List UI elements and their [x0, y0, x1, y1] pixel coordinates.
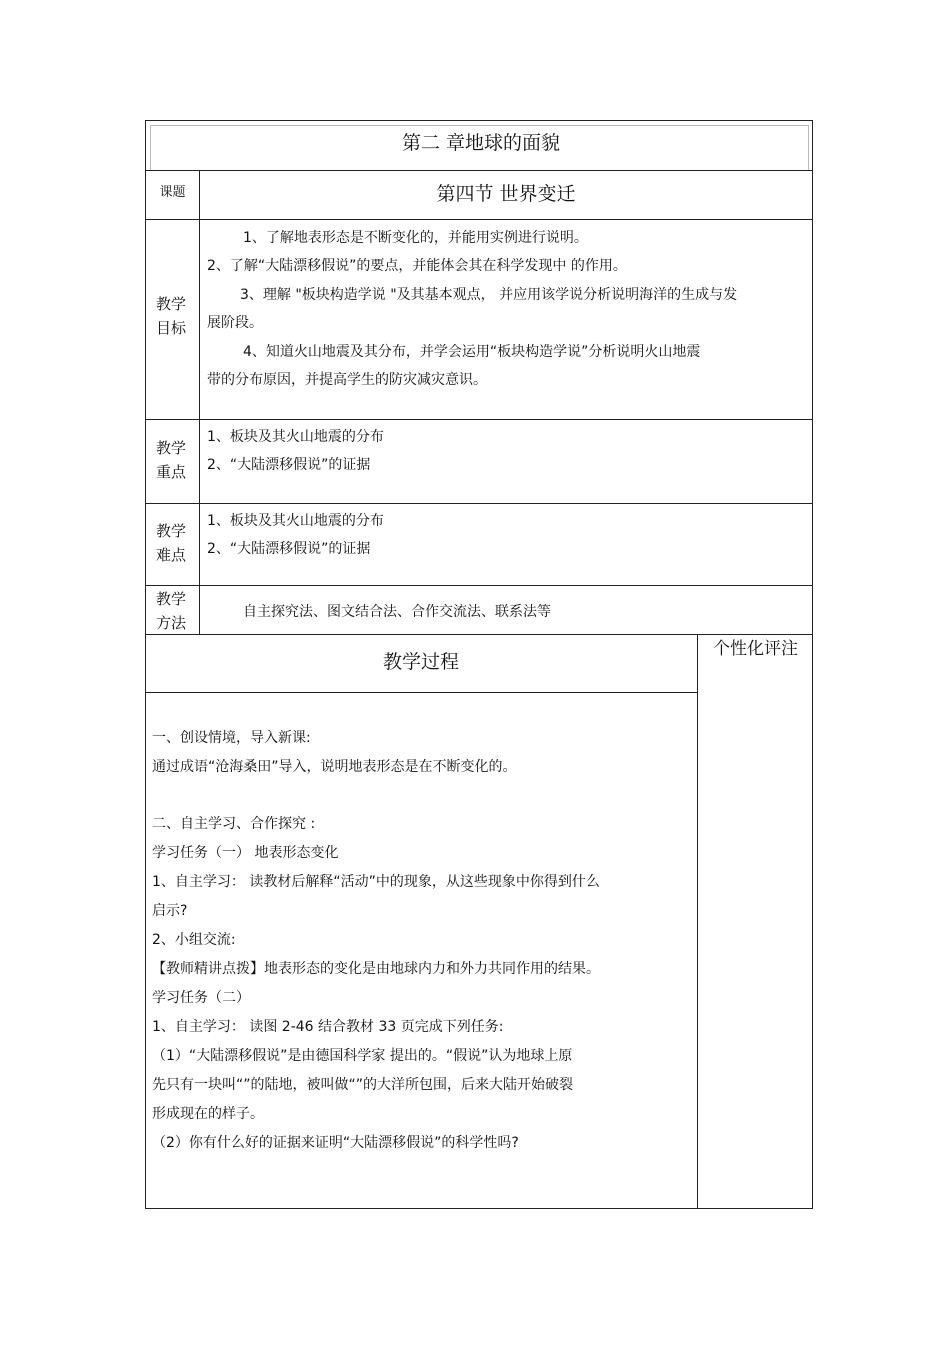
process-line-5: 1、自主学习： 读教材后解释“活动”中的现象，从这些现象中你得到什么 [152, 874, 600, 890]
row-divider-1 [145, 170, 813, 171]
difficulties-label-line2: 难点 [155, 546, 186, 564]
comment-column-title: 个性化评注 [713, 639, 798, 659]
process-title-divider [145, 692, 697, 693]
process-line-7: 2、小组交流: [152, 932, 236, 948]
process-line-6: 启示? [152, 903, 188, 919]
objective-line-5: 4、知道火山地震及其分布，并学会运用“板块构造学说”分析说明火山地震 [243, 344, 701, 360]
label-column-divider [199, 170, 200, 635]
row-divider-3 [145, 419, 813, 420]
objectives-label-line1: 教学 [155, 295, 186, 313]
methods-text: 自主探究法、图文结合法、合作交流法、联系法等 [243, 604, 551, 620]
process-line-11: （1）“大陆漂移假说”是由德国科学家 提出的。“假说”认为地球上原 [152, 1048, 573, 1064]
methods-label-line2: 方法 [155, 614, 186, 632]
lesson-label: 课题 [159, 185, 186, 200]
process-line-8: 【教师精讲点拨】地表形态的变化是由地球内力和外力共同作用的结果。 [152, 961, 600, 977]
process-title: 教学过程 [382, 651, 459, 673]
process-line-4: 学习任务（一） 地表形态变化 [152, 845, 339, 861]
difficulties-label [145, 519, 197, 567]
process-line-1: 一、创设情境，导入新课: [152, 730, 311, 746]
objectives-label [145, 292, 197, 340]
objective-line-4: 展阶段。 [207, 315, 263, 331]
process-line-10: 1、自主学习： 读图 2-46 结合教材 33 页完成下列任务: [152, 1019, 504, 1035]
title-inner-top-border [150, 125, 808, 126]
key-points-label [145, 436, 197, 484]
table-bottom-border [145, 1208, 813, 1209]
key-points-label-line1: 教学 [155, 439, 186, 457]
key-point-line-1: 1、板块及其火山地震的分布 [207, 429, 384, 445]
difficulty-line-1: 1、板块及其火山地震的分布 [207, 513, 384, 529]
objective-line-1: 1、了解地表形态是不断变化的，并能用实例进行说明。 [243, 230, 588, 246]
methods-label [145, 587, 197, 635]
objectives-label-line2: 目标 [155, 319, 186, 337]
methods-label-line1: 教学 [155, 590, 186, 608]
chapter-title: 第二 章地球的面貌 [401, 132, 561, 154]
process-line-13: 形成现在的样子。 [152, 1106, 264, 1122]
table-top-border [145, 120, 813, 121]
key-points-label-line2: 重点 [155, 463, 186, 481]
row-divider-4 [145, 503, 813, 504]
difficulties-label-line1: 教学 [155, 522, 186, 540]
table-right-border [812, 120, 813, 1209]
process-line-14: （2）你有什么好的证据来证明“大陆漂移假说”的科学性吗? [152, 1135, 519, 1151]
process-line-12: 先只有一块叫“”的陆地，被叫做“”的大洋所包围，后来大陆开始破裂 [152, 1077, 574, 1093]
objective-line-3: 3、理解 "板块构造学说 "及其基本观点， 并应用该学说分析说明海洋的生成与发 [240, 287, 738, 303]
process-line-9: 学习任务（二） [152, 990, 250, 1006]
process-line-3: 二、自主学习、合作探究 : [152, 816, 316, 832]
objective-line-2: 2、了解“大陆漂移假说”的要点，并能体会其在科学发现中 的作用。 [207, 258, 627, 274]
row-divider-2 [145, 219, 813, 220]
objective-line-6: 带的分布原因，并提高学生的防灾减灾意识。 [207, 372, 487, 388]
process-line-2: 通过成语“沧海桑田”导入，说明地表形态是在不断变化的。 [152, 759, 517, 775]
comment-column-divider [697, 634, 698, 1209]
row-divider-5 [145, 585, 813, 586]
row-divider-6 [145, 634, 813, 635]
key-point-line-2: 2、“大陆漂移假说”的证据 [207, 457, 371, 473]
lesson-title: 第四节 世界变迁 [436, 183, 576, 205]
difficulty-line-2: 2、“大陆漂移假说”的证据 [207, 541, 371, 557]
